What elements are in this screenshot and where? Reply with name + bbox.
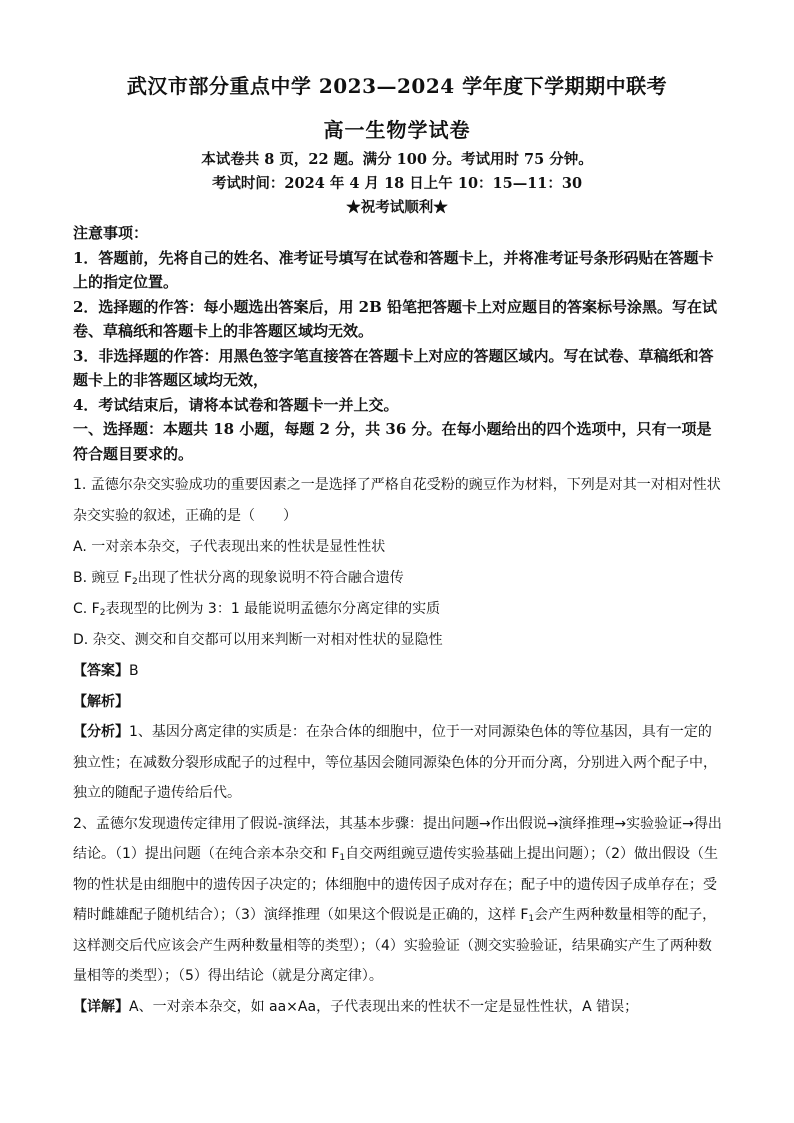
option-c (73, 594, 723, 625)
section-title: 一、选择题：本题共 18 小题，每题 2 分，共 36 分。在每小题给出的四个选项中，只有一项是符合题目要求的。 (73, 420, 712, 463)
exam-info-pages: 本试卷共 8 页，22 题。满分 100 分。考试用时 75 分钟。 (201, 151, 593, 168)
option-a: A. 一对亲本杂交，子代表现出来的性状是显性性状 (73, 539, 386, 555)
analysis-p2 (73, 809, 723, 992)
option-c-sub: 2 (99, 608, 106, 618)
notes-item-2: 2．选择题的作答：每小题选出答案后，用 2B 铅笔把答题卡上对应题目的答案标号涂黑。写在试卷、草稿纸和答题卡上的非答题区域均无效。 (73, 297, 718, 340)
detail-label: 【详解】 (73, 998, 129, 1015)
option-c-pre: C. F (73, 601, 100, 617)
notes-item-3: 3．非选择题的作答：用黑色签字笔直接答在答题卡上对应的答题区域内。写在试卷、草稿纸和答题卡上的非答题区域均无效， (73, 346, 714, 389)
analysis-detail-text: A、一对亲本杂交，如 aa×Aa，子代表现出来的性状不一定是显性性状，A 错误； (129, 998, 639, 1015)
notes-block (73, 221, 723, 417)
analysis-detail (73, 992, 723, 1023)
option-c-post: 表现型的比例为 3：1 最能说明孟德尔分离定律的实质 (105, 601, 441, 617)
analysis-p2-post: 会产生两种数量相等的配子，这样测交后代应该会产生两种数量相等的类型）；（4）实验验证（测交实验验证，结果确实产生了两种数量相等的类型）；（5）得出结论（就是分离定律）。 (73, 907, 717, 984)
exam-title: 武汉市部分重点中学 2023—2024 学年度下学期期中联考 (126, 74, 668, 98)
question-1 (73, 470, 723, 718)
analysis-p2-sub1: 1 (339, 853, 346, 863)
analysis-p1 (73, 717, 723, 809)
question-1-stem: 1. 孟德尔杂交实验成功的重要因素之一是选择了严格自花受粉的豌豆作为材料，下列是对其一对相对性状杂交实验的叙述，正确的是（ ） (73, 477, 721, 524)
exam-blessing: ★祝考试顺利★ (346, 199, 448, 216)
option-b-pre: B. 豌豆 F (73, 570, 133, 586)
option-b-post: 出现了性状分离的现象说明不符合融合遗传 (137, 570, 404, 586)
analysis-block (73, 717, 723, 1022)
answer-value: B (129, 663, 139, 679)
option-b-sub: 2 (132, 577, 138, 587)
fenxi-label: 【分析】 (73, 724, 129, 740)
notes-item-4: 4．考试结束后，请将本试卷和答题卡一并上交。 (73, 395, 399, 414)
exam-info-time: 考试时间：2024 年 4 月 18 日上午 10：15—11：30 (211, 175, 583, 192)
exam-subtitle: 高一生物学试卷 (323, 118, 471, 142)
option-b (73, 563, 723, 594)
notes-item-1: 1．答题前，先将自己的姓名、准考证号填写在试卷和答题卡上，并将准考证号条形码贴在答题卡上的指定位置。 (73, 248, 714, 291)
notes-heading: 注意事项： (73, 224, 149, 242)
answer-line (73, 656, 723, 687)
answer-label: 【答案】 (73, 663, 129, 679)
option-d: D. 杂交、测交和自交都可以用来判断一对相对性状的显隐性 (73, 632, 443, 648)
analysis-p2-pre: 2、孟德尔发现遗传定律用了假说-演绎法，其基本步骤：提出问题→作出假说→演绎推理→实验验证→得出结论。（1）提出问题（在纯合亲本杂交和 F (73, 815, 722, 862)
analysis-p2-mid: 自交两组豌豆遗传实验基础上提出问题）；（2）做出假设（生物的性状是由细胞中的遗传因子决定的；体细胞中的遗传因子成对存在；配子中的遗传因子成单存在；受精时雌雄配子随机结合）；（3）演绎推理（如果这个假说是正确的，这样 F (73, 846, 719, 923)
analysis-p2-sub2: 1 (528, 914, 535, 924)
analysis-label: 【解析】 (73, 694, 129, 710)
analysis-p1-text: 1、基因分离定律的实质是：在杂合体的细胞中，位于一对同源染色体的等位基因，具有一定的独立性；在减数分裂形成配子的过程中，等位基因会随同源染色体的分开而分离，分别进入两个配子中，独立的随配子遗传给后代。 (73, 724, 717, 801)
